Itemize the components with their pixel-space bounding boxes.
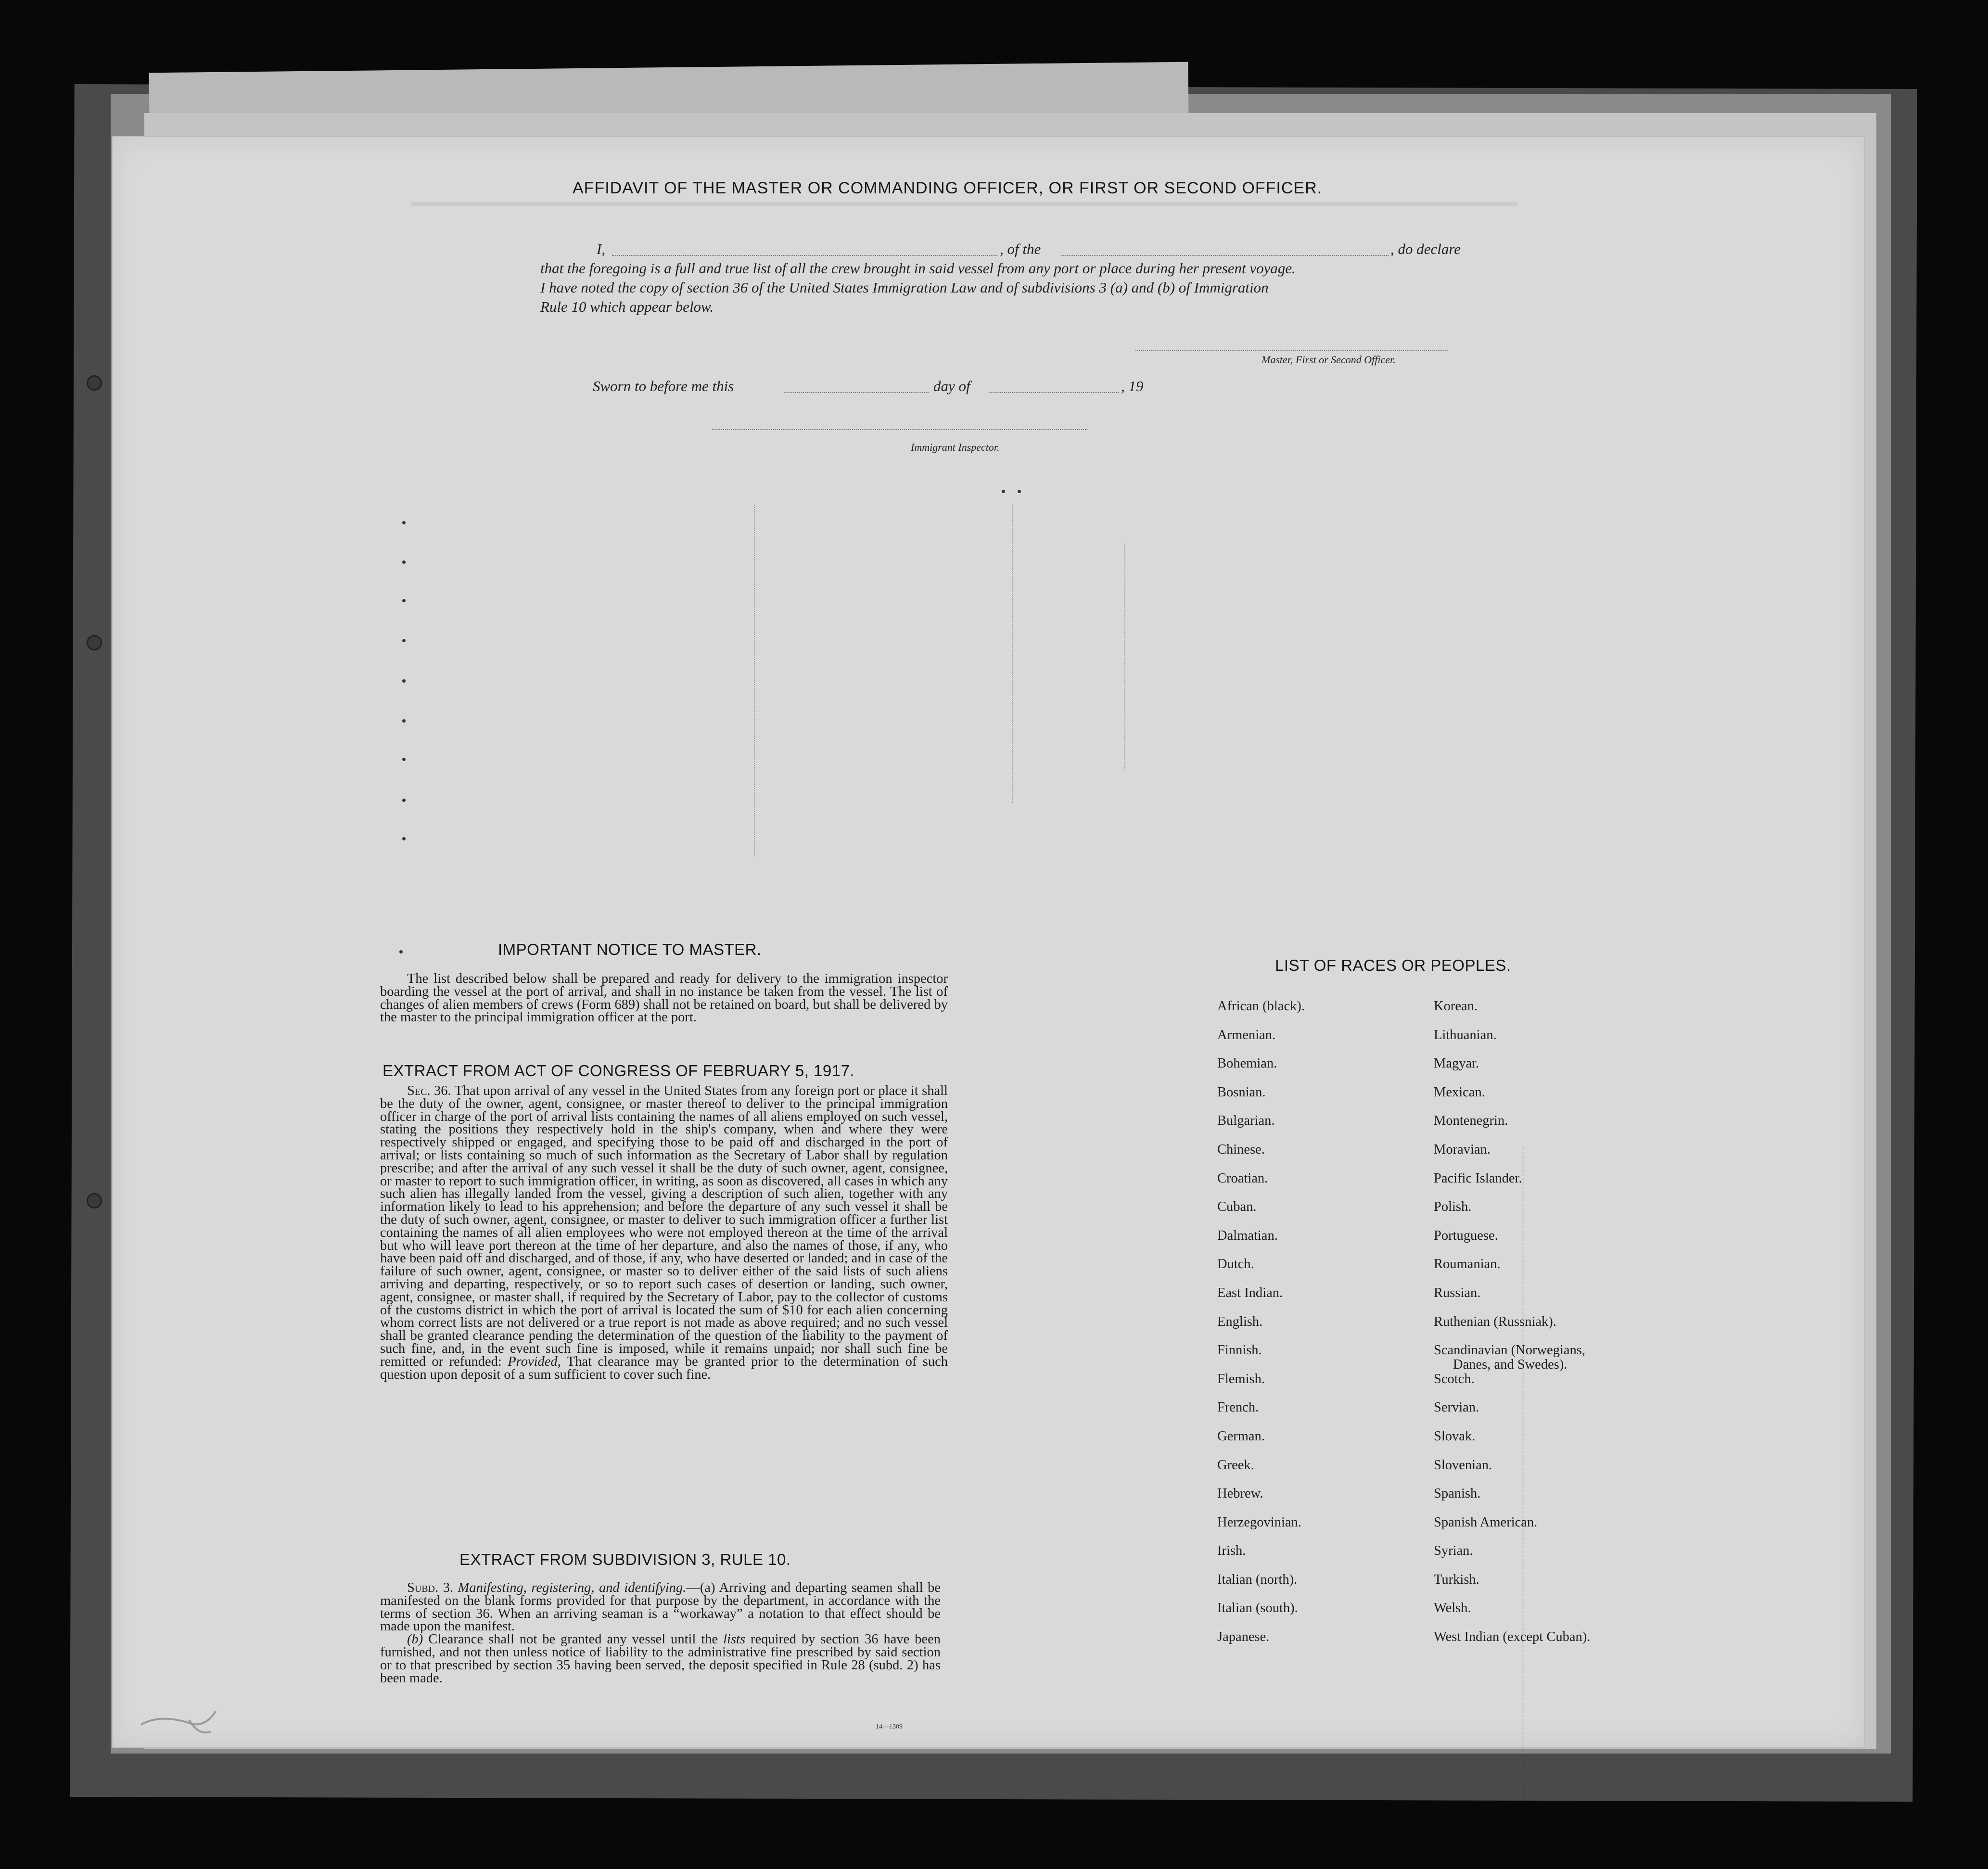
column-rule (1124, 544, 1125, 770)
affidavit-i: I, (597, 241, 606, 257)
act-text (380, 1085, 948, 1381)
race-left-label: Hebrew. (1217, 1486, 1263, 1501)
race-right-label: Spanish American. (1434, 1514, 1538, 1530)
races-heading: LIST OF RACES OR PEOPLES. (1275, 956, 1511, 974)
race-left-item (1217, 1630, 1305, 1659)
race-left-label: Bosnian. (1217, 1084, 1266, 1100)
race-right-item (1434, 1056, 1590, 1085)
rule-part-b (380, 1633, 941, 1685)
race-left-label: Italian (north). (1217, 1572, 1298, 1587)
row-dot (402, 599, 406, 602)
race-right-label: Spanish. (1434, 1486, 1481, 1501)
row-dot (402, 799, 406, 802)
race-right-item (1434, 1487, 1590, 1515)
race-left-label: Italian (south). (1217, 1601, 1298, 1616)
race-left-item (1217, 1257, 1305, 1286)
signature-caption: Master, First or Second Officer. (1262, 354, 1396, 366)
race-right-item (1434, 1630, 1590, 1659)
row-dot (402, 560, 406, 564)
race-left-item (1217, 1171, 1305, 1200)
part-a-label: —(a) (686, 1580, 715, 1595)
race-right-item (1434, 1343, 1590, 1372)
race-right-label: Syrian. (1434, 1543, 1473, 1559)
name-blank (612, 255, 997, 256)
race-left-label: Cuban. (1217, 1199, 1257, 1215)
races-right-column (1434, 999, 1590, 1659)
race-right-item (1434, 1458, 1590, 1487)
race-right-label: Korean. (1434, 999, 1478, 1014)
part-b-pre: Clearance shall not be granted any vessel until the (428, 1632, 718, 1647)
race-left-label: Greek. (1217, 1457, 1254, 1473)
race-left-item (1217, 1343, 1305, 1372)
row-dot (402, 679, 406, 683)
affidavit-do-declare: , do declare (1390, 241, 1461, 257)
row-dot (402, 521, 406, 524)
affidavit-of-the: , of the (1000, 241, 1041, 257)
race-right-label: Turkish. (1434, 1572, 1479, 1587)
race-left-label: English. (1217, 1314, 1263, 1329)
race-right-label: Portuguese. (1434, 1228, 1498, 1243)
part-b-post: required by section 36 have been furnished, and not then unless notice of liability to the administrative fine prescribed by said section or to that prescribed by section 35 having been served, the deposit specified in Rule 28 (subd. 2) has been made. (380, 1632, 941, 1686)
race-right-item (1434, 1429, 1590, 1458)
race-left-label: Irish. (1217, 1543, 1246, 1559)
race-left-label: Finnish. (1217, 1343, 1262, 1358)
notice-body: The list described below shall be prepared and ready for delivery to the immigration inspector boarding the vessel at the port of arrival, and shall in no instance be taken from the vessel. The list of changes of alien members of crews (Form 689) shall not be retained on board, but shall be delivered by the master to the principal immigration officer at the port. (380, 971, 948, 1025)
race-right-item (1434, 1200, 1590, 1229)
race-left-label: Dalmatian. (1217, 1228, 1278, 1243)
race-right-label: Mexican. (1434, 1084, 1485, 1100)
part-b-label: (b) (407, 1632, 423, 1647)
race-left-item (1217, 1229, 1305, 1258)
race-left-item (1217, 1143, 1305, 1171)
race-right-label: Ruthenian (Russniak). (1434, 1314, 1556, 1329)
race-left-item (1217, 1200, 1305, 1229)
proviso-word: Provided, (508, 1354, 561, 1369)
race-right-item (1434, 1257, 1590, 1286)
row-dot (402, 758, 406, 761)
punch-hole (87, 1193, 102, 1208)
races-left-column (1217, 999, 1305, 1659)
race-left-label: Bulgarian. (1217, 1113, 1275, 1129)
sec-label: Sec. 36. (407, 1083, 451, 1098)
race-left-item (1217, 1487, 1305, 1515)
race-left-label: Croatian. (1217, 1170, 1268, 1186)
affidavit-heading: AFFIDAVIT OF THE MASTER OR COMMANDING OFFICER, OR FIRST OR SECOND OFFICER. (573, 179, 1323, 197)
race-right-item (1434, 1400, 1590, 1429)
day-blank (784, 392, 929, 393)
rule-part-a (380, 1582, 941, 1633)
sworn-text: Sworn to before me this (593, 378, 734, 394)
race-left-label: Herzegovinian. (1217, 1514, 1301, 1530)
act-body: That upon arrival of any vessel in the United States from any foreign port or place it shall be the duty of the owner, agent, consignee, or master thereof to deliver to the principal immigration officer in charge of the port of arrival lists containing the names of all aliens employed on such vessel, stating the positions they respectively hold in the ship's company, when and where they were respectively shipped or engaged, and specifying those to be paid off and discharged in the port of arrival; or lists containing so much of such information as the Secretary of Labor shall by regulation prescribe; and after the arrival of any such vessel it shall be the duty of such owner, agent, consignee, or master to report to such immigration officer, in writing, as soon as discovered, all cases in which any such alien has illegally landed from the vessel, giving a description of such alien, together with any information likely to lead to his apprehension; and before the departure of any such vessel it shall be the duty of such owner, agent, consignee, or master to deliver to such immigration officer a further list containing the names of all alien employees who were not employed thereon at the time of the arrival but who will leave port thereon at the time of her departure, and also the names of those, if any, who have been paid off and discharged, and of those, if any, who have deserted or landed; and in case of the failure of such owner, agent, consignee, or master so to deliver either of the said lists of such aliens arriving and departing, respectively, or so to report such cases of desertion or landing, such owner, agent, consignee, or master shall, if required by the Secretary of Labor, pay to the collector of customs of the customs district in which the port of arrival is located the sum of $10 for each alien concerning whom correct lists are not delivered or a true report is not made as above required; and no such vessel shall be granted clearance pending the determination of the question of the liability to the payment of such fine, and, in the event such fine is imposed, while it remains unpaid; nor shall such fine be remitted or refunded: (380, 1083, 948, 1369)
row-dot (402, 719, 406, 723)
row-dot (402, 639, 406, 642)
act-heading: EXTRACT FROM ACT OF CONGRESS OF FEBRUARY 5, 1917. (382, 1062, 855, 1080)
rule-heading: EXTRACT FROM SUBDIVISION 3, RULE 10. (459, 1551, 791, 1568)
inspector-blank (712, 429, 1087, 430)
race-left-item (1217, 1315, 1305, 1344)
race-left-item (1217, 1429, 1305, 1458)
pencil-mark (139, 1705, 220, 1739)
race-left-item (1217, 1372, 1305, 1401)
race-right-item (1434, 1143, 1590, 1171)
row-dot (399, 950, 403, 954)
act-paragraph (380, 1085, 948, 1381)
race-right-label: Roumanian. (1434, 1257, 1501, 1272)
race-left-item (1217, 1085, 1305, 1114)
column-rule (1012, 505, 1013, 803)
race-right-label: Montenegrin. (1434, 1113, 1508, 1129)
punch-hole (87, 635, 102, 650)
race-right-item (1434, 1573, 1590, 1602)
race-right-item (1434, 1372, 1590, 1401)
race-left-label: East Indian. (1217, 1285, 1283, 1300)
affidavit-line-2: that the foregoing is a full and true list of all the crew brought in said vessel from any port or place during her present voyage. (540, 260, 1296, 277)
affidavit-line-3: I have noted the copy of section 36 of the United States Immigration Law and of subdivisions 3 (a) and (b) of Immigration (540, 279, 1269, 296)
notice-heading: IMPORTANT NOTICE TO MASTER. (498, 941, 762, 958)
race-right-label: Magyar. (1434, 1056, 1479, 1071)
race-right-label: West Indian (except Cuban). (1434, 1629, 1591, 1645)
race-left-item (1217, 1056, 1305, 1085)
race-right-item (1434, 999, 1590, 1028)
race-right-label: Servian. (1434, 1400, 1479, 1415)
race-right-label: Scandinavian (Norwegians, (1434, 1343, 1585, 1358)
race-left-item (1217, 1458, 1305, 1487)
subd-label: Subd. 3. (407, 1580, 454, 1595)
race-right-item (1434, 1544, 1590, 1573)
race-left-label: African (black). (1217, 999, 1305, 1014)
signature-blank (1135, 350, 1448, 351)
vessel-blank (1061, 255, 1389, 256)
race-left-label: Japanese. (1217, 1629, 1270, 1645)
column-rule (754, 505, 755, 856)
race-right-item (1434, 1315, 1590, 1344)
row-dot (402, 837, 406, 840)
race-left-item (1217, 1515, 1305, 1544)
race-left-label: Dutch. (1217, 1257, 1254, 1272)
race-right-label: Moravian. (1434, 1142, 1491, 1157)
race-right-label: Pacific Islander. (1434, 1170, 1522, 1186)
race-right-label: Slovak. (1434, 1428, 1476, 1444)
proviso-rest: That clearance may be granted prior to the determination of such question upon deposit of a sum sufficient to cover such fine. (380, 1354, 948, 1382)
race-left-label: French. (1217, 1400, 1259, 1415)
rule-paragraph (380, 1582, 941, 1685)
race-left-item (1217, 1028, 1305, 1057)
race-left-label: German. (1217, 1428, 1265, 1444)
race-right-item (1434, 1229, 1590, 1258)
race-left-item (1217, 1114, 1305, 1143)
race-left-item (1217, 1601, 1305, 1630)
race-left-label: Chinese. (1217, 1142, 1265, 1157)
punch-hole (87, 375, 102, 391)
race-right-item (1434, 1286, 1590, 1315)
part-b-lists: lists (723, 1632, 746, 1647)
race-left-item (1217, 1286, 1305, 1315)
race-right-item (1434, 1028, 1590, 1057)
race-right-label: Welsh. (1434, 1601, 1471, 1616)
race-right-label: Scotch. (1434, 1371, 1475, 1386)
race-left-item (1217, 1400, 1305, 1429)
inspector-caption: Immigrant Inspector. (911, 441, 1000, 453)
sworn-year: , 19 (1121, 378, 1144, 394)
form-number: 14—1309 (876, 1723, 903, 1730)
row-dot (1018, 490, 1021, 493)
part-a-body: Arriving and departing seamen shall be manifested on the blank forms provided for that purpose by the department, in accordance with the terms of section 36. When an arriving seaman is a “workaway” a notation to that effect should be made upon the manifest. (380, 1580, 941, 1634)
race-left-label: Flemish. (1217, 1371, 1265, 1386)
race-right-item (1434, 1114, 1590, 1143)
row-dot (1002, 490, 1005, 493)
race-right-label: Russian. (1434, 1285, 1481, 1300)
form-page (112, 136, 1865, 1748)
race-right-label: Slovenian. (1434, 1457, 1492, 1473)
sworn-day-of: day of (933, 378, 970, 394)
race-left-label: Armenian. (1217, 1027, 1276, 1043)
race-right-label: Lithuanian. (1434, 1027, 1497, 1043)
race-right-item (1434, 1601, 1590, 1630)
race-right-item (1434, 1085, 1590, 1114)
race-left-item (1217, 1573, 1305, 1602)
race-left-item (1217, 1544, 1305, 1573)
month-blank (989, 392, 1119, 393)
race-left-item (1217, 999, 1305, 1028)
race-right-item (1434, 1515, 1590, 1544)
notice-paragraph (380, 973, 948, 1024)
affidavit-line-4: Rule 10 which appear below. (540, 298, 714, 315)
race-right-item (1434, 1171, 1590, 1200)
race-left-label: Bohemian. (1217, 1056, 1277, 1071)
race-continuation: Danes, and Swedes). (1453, 1357, 1567, 1373)
subd-title: Manifesting, registering, and identifying. (458, 1580, 687, 1595)
race-right-label: Polish. (1434, 1199, 1472, 1215)
